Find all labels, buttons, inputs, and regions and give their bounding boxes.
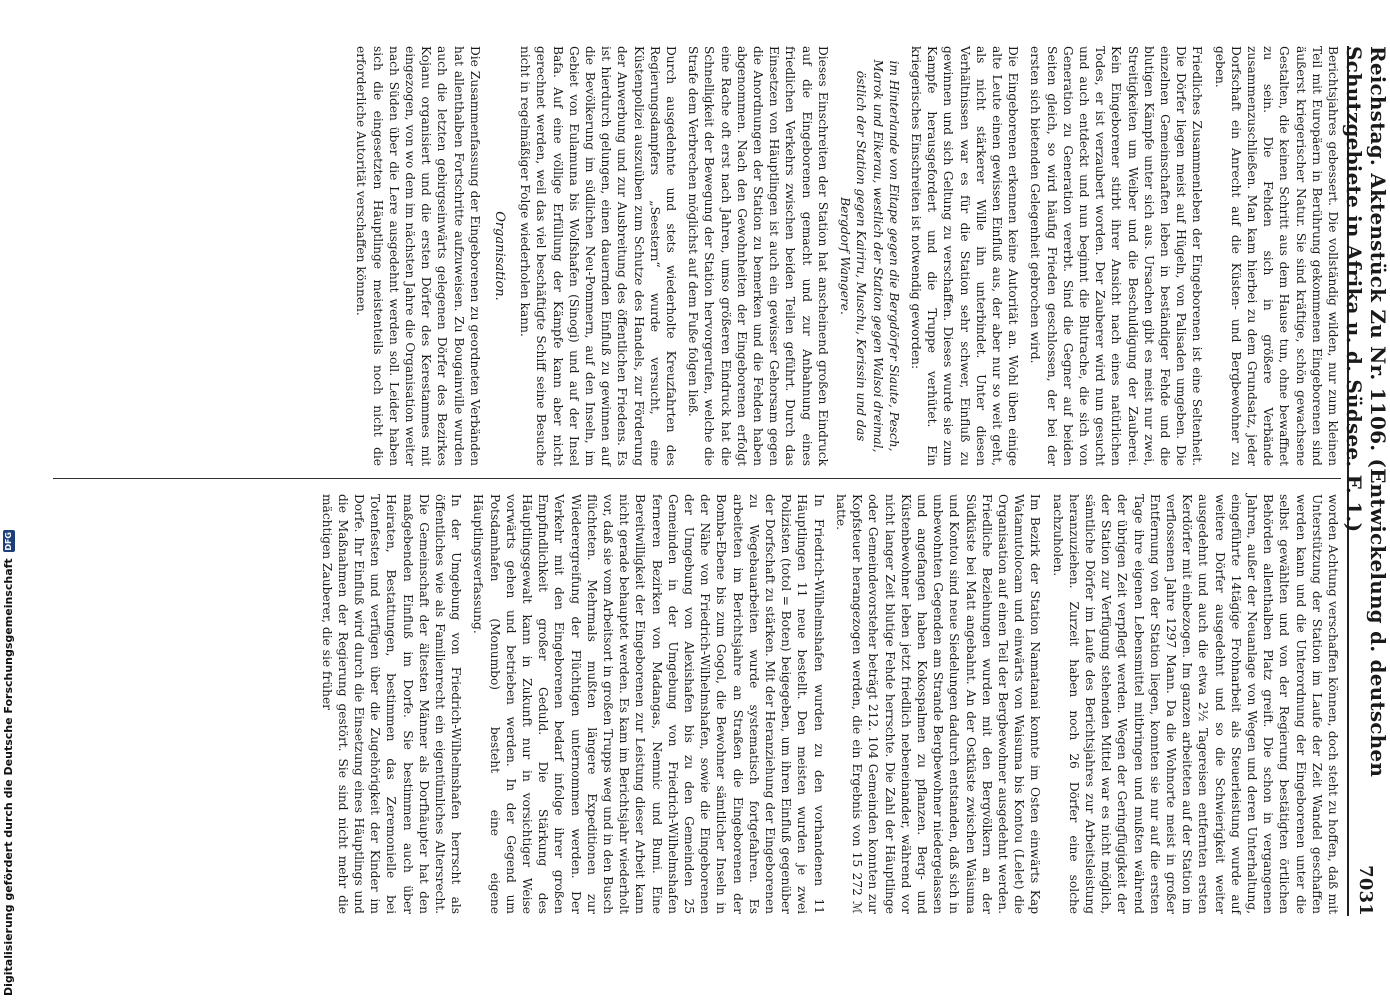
paragraph-places: im Hinterlande von Eitape gegen die Bergdörfer Siaute, Pesch, Marok und Eikerau, westlich der Station gegen Walsoi dreimal, östlich der Station gegen Kairiru, Muschu, Kerissin und das Bergdorf Wangere. bbox=[838, 59, 901, 453]
text-columns bbox=[51, 46, 1341, 916]
right-column bbox=[51, 494, 1341, 914]
page-header bbox=[1342, 46, 1390, 916]
digitization-note bbox=[2, 530, 15, 996]
paragraph: In der Umgebung von Friedrich-Wilhelmshafen herrscht als öffentliches wie als Familienrecht ein eigentümliches Altersrecht. Die Gemeinschaft der ältesten Männer als Dorfhäupter hat den maßgebenden Einfluß im Dorfe. Sie bestimmen auch über Heiraten, Bestattungen, bestimmen das Zeremonielle bei Totenfesten und verfügen über die Zugehörigkeit der Kinder im Dorfe. Ihr Einfluß wird durch die Einsetzung eines Häuptlings und die Maßnahmen der Regierung gestört. Sie sind nicht mehr die mächtigen Zauberer, die sie früher bbox=[319, 494, 464, 914]
paragraph: Friedliches Zusammenleben der Eingeborenen ist eine Seltenheit. Die Dörfer liegen meist auf Hügeln, von Palisaden umgeben. Die einzelnen Gemeinschaften leben in beständiger Fehde und die blutigen Kämpfe unter sich aus. Ursachen gibt es meist nur zwei, Streitigkeiten um Weiber und die Beschuldigung der Zauberei. Kein Eingeborener stirbt ihrer Ansicht nach eines natürlichen Todes, er ist verzaubert worden. Der Zauberer wird nun gesucht und auch entdeckt und nun beginnt die Blutrache, die sich von Generation zu Generation vererbt. Sind die Gegner auf beiden Seiten gleich, so wird häufig Frieden geschlossen, der bei der ersten sich bietenden Gelegenheit gebrochen wird. bbox=[1028, 46, 1205, 466]
paragraph: Im Bezirk der Station Namatanai konnte im Osten einwärts Kap Watamutolocam und einwärts von Waisuma bis Kontou (Lelet) die Organisation auf einen Teil der Bergbewohner ausgedehnt werden. Friedliche Beziehungen wurden mit den Bergvölkern an der Südküste bei Matt angebahnt. An der Ostküste zwischen Waisuma und Kontou sind neue Siedelungen dadurch entstanden, daß sich in unbewohnten Gegenden am Strande Bergbewohner niedergelassen und angefangen haben Kokospalmen zu pflanzen. Berg- und Küstenbewohner leben jetzt friedlich nebeneinander, während vor nicht langer Zeit blutige Fehde herrschte. Die Zahl der Häuptlinge oder Gemeindevorsteher beträgt 212. 104 Gemeinden konnten zur Kopfsteuer herangezogen werden, die ein Ergebnis von 15 272 ℳ hatte. bbox=[833, 494, 1043, 914]
paragraph: In Friedrich-Wilhelmshafen wurden zu den vorhandenen 11 Häuptlingen 11 neue bestellt. Den meisten wurden je zwei Polizisten (totol = Boten) beigegeben, um ihren Einfluß gegenüber der Dorfschaft zu stärken. Mit der Heranziehung der Eingeborenen zu Wegebauarbeiten wurde systematisch fortgefahren. Es arbeiteten im Berichtsjahre an Straßen die Eingeborenen der Bomba-Ebene bis zum Gogol, die Bewohner sämtlicher Inseln in der Nähe von Friedrich-Wilhelmshafen, sowie die Eingeborenen der Umgebung von Alexishafen bis zu den Gemeinden 25 Gemeinden in der Umgebung von Friedrich-Wilhelmshafen ferneren Bezirken von Madangas, Nemnic und Bumi. Eine Bereitwilligkeit der Eingeborenen zur Leistung dieser Arbeit kann nicht gerade behauptet werden. Es kam im Berichtsjahr wiederholt vor, daß sie vom Arbeitsort in großen Trupps weg und in den Busch flüchteten. Mehrmals mußten längere Expeditionen zur Wiederergreifung der Flüchtigen unternommen werden. Der Verkehr mit den Eingeborenen bedarf infolge ihrer großen Empfindlichkeit großer Geduld. Die Stärkung des Häuptlingsgewalt kann in Zukunft nur in vorsichtiger Weise vorwärts gehen und betrieben werden. In der Gegend um Potsdamhafen (Monumbo) besteht eine eigene Häuptlingsverfassung. bbox=[471, 494, 826, 914]
scanned-page bbox=[53, 46, 1390, 916]
paragraph: Die Zusammenfassung der Eingeborenen zu geordneten Verbänden hat allenthalben Fortschritte aufzuweisen. Zu Bougainville wurden auch die letzten gebirgseinwärts gelegenen Dörfer des Bezirkes Kojanu organisiert und die ersten Dörfer des Kerestammes mit eingezogen, von wo dem im nächsten Jahre die Organisation weiter nach Süden über die Lere ausgedehnt werden soll. Leider haben sich die eingesetzten Häuptlinge meistenteils noch nicht die erforderliche Autorität verschaffen können. bbox=[354, 46, 482, 466]
paragraph: Die Eingeborenen erkennen keine Autorität an. Wohl üben einige alte Leute einen gewissen Einfluß aus, der aber nur so weit geht, als nicht stärkerer Wille ihn unterbindet. Unter diesen Verhältnissen war es für die Station sehr schwer, Einfluß zu gewinnen und sich Geltung zu verschaffen. Dieses wurde sie zum Kampfe herausgefordert und die Truppe verhütet. Ein kriegerisches Einschreiten ist notwendig geworden: bbox=[908, 46, 1021, 466]
dfg-logo: DFG bbox=[3, 532, 13, 551]
paragraph: Berichtsjahres gebessert. Die vollständig wilden, nur zum kleinen Teil mit Europäern in Berührung gekommenen Eingeborenen sind äußerst kriegerischer Natur. Sie sind kräftige, schön gewachsene Gestalten, die keinen Schritt aus dem Hause tun, ohne bewaffnet zu sein. Die Fehden sich in größere Verbände zusammenzuschließen. Man kam hierbei zu dem Grundsatz, jeder Dorfschaft ein Anrecht auf die Küsten- und Bergbewohner zu geben. bbox=[1212, 46, 1340, 466]
paragraph: worden Achtung verschaffen können, doch steht zu hoffen, daß mit Unterstützung der Station im Laufe der Zeit Wandel geschaffen werden kann und die Unterordnung der Eingeborenen unter die selbst gewählten und von der Regierung bestätigten örtlichen Behörden allenthalben Platz greift. Die schon in vergangenen Jahren, außer der Neuanlage von Wegen und deren Unterhaltung, eingeführte 14tägige Frohnarbeit als Steuerleistung wurde auf weitere Dörfer ausgedehnt und so die Schwierigkeit weiter ausgedehnt und auch die etwa 2½ Tagereisen entfernten ersten Kerdörfer mit einbezogen. Im ganzen arbeiteten auf der Station im verflossenen Jahre 1297 Mann. Da die Wohnorte meist in großer Entfernung von der Station liegen, konnten sie nur auf die ersten Tage ihre eigenen Lebensmittel mitbringen und mußten während der übrigen Zeit verpflegt werden. Wegen der Geringfügigkeit der der Station zur Verfügung stehenden Mittel war es nicht möglich, sämtliche Dörfer im Laufe des Berichtsjahres zur Arbeitsleistung heranzuziehen. Zurzeit haben noch 26 Dörfer eine solche nachzuholen. bbox=[1050, 494, 1340, 914]
page-title: Reichstag. Aktenstück Zu Nr. 1106. (Entwickelung d. deutschen Schutzgebiete in Afrika u. d. Südsee. F. 1.) bbox=[1342, 46, 1390, 778]
paragraph: Dieses Einschreiten der Station hat anscheinend großen Eindruck auf die Eingeborenen gemacht und zur Anbahnung eines friedlichen Verkehrs zwischen beiden Teilen geführt. Durch das Einsetzen von Häuptlingen ist auch ein gewisser Gehorsam gegen die Anordnungen der Station zu bemerken und die Fehden haben abgenommen. Nach den Gewohnheiten der Eingeborenen erfolgt eine Rache oft erst nach Jahren, umso größeren Eindruck hat die Schnelligkeit der Bewegung der Station hervorgerufen, welche die Strafe dem Verbrechen möglichst auf dem Fuße folgen ließ. bbox=[686, 46, 830, 466]
section-heading: Organisation. bbox=[492, 211, 508, 301]
paragraph: Durch ausgedehnte und stets wiederholte Kreuzfahrten des Regierungsdampfers „Seestern“ wurde versucht, eine Küstenpolizei auszuüben zum Schutze des Handels, zur Förderung der Anwerbung und zur Ausbreitung des öffentlichen Friedens. Es ist hierdurch gelungen, einen dauernden Einfluß zu gewinnen auf die Bevölkerung im südlichen Neu-Pommern, auf den Inseln, im Gebiet von Eulamuna bis Wolfshafen (Sinogi) und auf der Insel Bafa. Auf eine völlige Erfüllung der Kämpfe kann aber nicht gerechnet werden, weil das viel beschäftigte Schiff seine Besuche nicht in regelmäßiger Folge wiederholen kann. bbox=[518, 46, 679, 466]
digitization-text: Digitalisierung gefördert durch die Deutsche Forschungsgemeinschaft bbox=[2, 558, 15, 996]
page-number: 7031 bbox=[1355, 865, 1377, 916]
left-column bbox=[51, 46, 1341, 466]
